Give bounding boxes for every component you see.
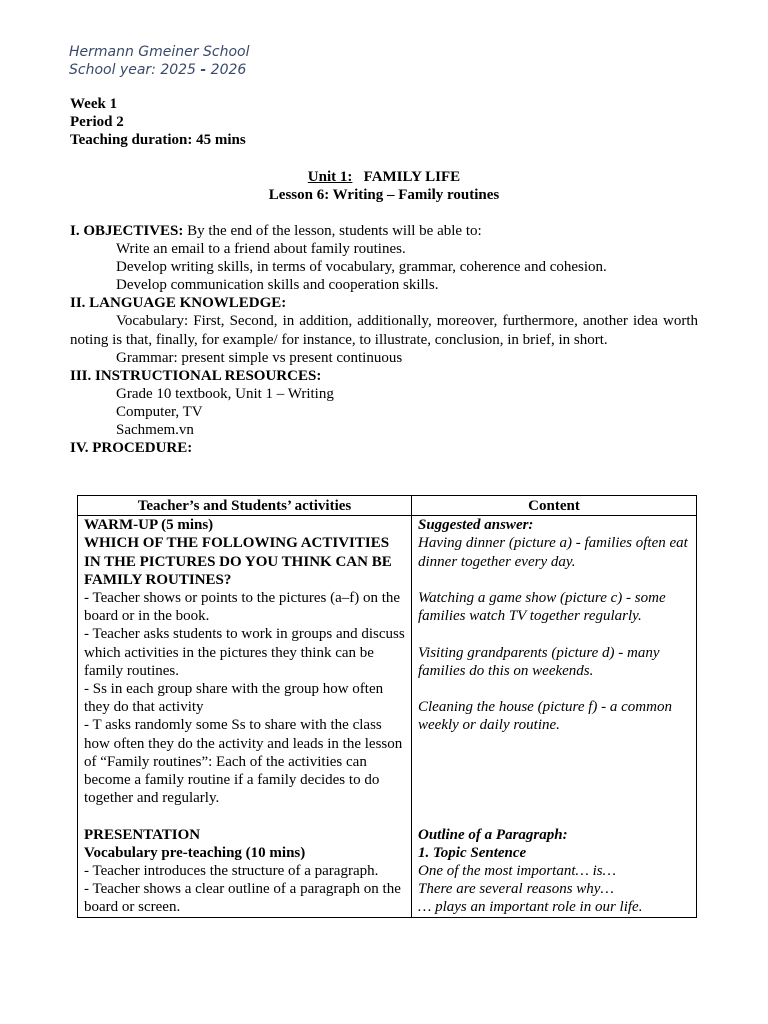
spacer xyxy=(418,807,690,825)
suggested-answer-title: Suggested answer: xyxy=(418,517,534,534)
warmup-step: - T asks randomly some Ss to share with the class how often they do the activity and leads in the lesson of “Family routines”: Each of the activities can become a family routine if a family decides to do together and regularly. xyxy=(84,717,403,807)
objectives-heading: I. OBJECTIVES: xyxy=(70,223,184,239)
objective-item: Develop writing skills, in terms of vocabulary, grammar, coherence and cohesion. xyxy=(116,259,607,276)
spacer xyxy=(418,753,690,771)
warmup-step: - Teacher shows or points to the pictures (a–f) on the board or in the book. xyxy=(84,590,401,625)
lesson-meta xyxy=(70,95,246,149)
language-heading: II. LANGUAGE KNOWLEDGE: xyxy=(70,295,287,312)
presentation-step: - Teacher shows a clear outline of a paragraph on the board or screen. xyxy=(84,881,401,916)
table-header-row xyxy=(78,496,697,516)
presentation-subtitle: Vocabulary pre-teaching (10 mins) xyxy=(84,844,306,861)
school-header xyxy=(69,43,249,79)
grammar-text: Grammar: present simple vs present continuous xyxy=(116,349,403,366)
suggested-answer: Visiting grandparents (picture d) - many families do this on weekends. xyxy=(418,644,660,679)
resource-item: Grade 10 textbook, Unit 1 – Writing xyxy=(116,385,334,402)
topic-sentence-line: One of the most important… is… xyxy=(418,862,616,879)
column-header-activities: Teacher’s and Students’ activities xyxy=(78,496,412,516)
column-header-content: Content xyxy=(412,496,697,516)
topic-sentence-line: … plays an important role in our life. xyxy=(418,899,643,916)
suggested-answer: Cleaning the house (picture f) - a common weekly or daily routine. xyxy=(418,699,672,734)
unit-title xyxy=(70,168,698,186)
spacer xyxy=(84,807,405,825)
resource-item: Sachmem.vn xyxy=(116,422,194,439)
duration-label: Teaching duration: 45 mins xyxy=(70,132,246,148)
spacer xyxy=(418,771,690,789)
lesson-title: Lesson 6: Writing – Family routines xyxy=(268,187,500,203)
lesson-body xyxy=(70,222,698,457)
warmup-step: - Teacher asks students to work in groups and discuss which activities in the pictures they think can be family routines. xyxy=(84,626,405,679)
spacer xyxy=(418,680,690,698)
warmup-step: - Ss in each group share with the group how often they do that activity xyxy=(84,681,384,716)
objectives-heading-line xyxy=(70,222,698,240)
spacer xyxy=(418,625,690,643)
lesson-title-block xyxy=(70,168,698,204)
warmup-title: WARM-UP (5 mins) xyxy=(84,517,214,534)
resource-item: Computer, TV xyxy=(116,403,203,420)
suggested-answer: Watching a game show (picture c) - some families watch TV together regularly. xyxy=(418,590,666,625)
period-label: Period 2 xyxy=(70,114,124,130)
school-name: Hermann Gmeiner School xyxy=(69,44,250,60)
procedure-heading: IV. PROCEDURE: xyxy=(70,440,193,457)
suggested-answer: Having dinner (picture a) - families often eat dinner together every day. xyxy=(418,535,688,570)
vocabulary-text: Vocabulary: First, Second, in addition, additionally, moreover, furthermore, another idea worth noting is that, finally, for example/ for instance, to illustrate, conclusion, in brief, in short. xyxy=(70,313,698,348)
objective-item: Develop communication skills and cooperation skills. xyxy=(116,277,439,294)
week-label: Week 1 xyxy=(70,96,118,112)
outline-title: Outline of a Paragraph: xyxy=(418,826,568,843)
presentation-step: - Teacher introduces the structure of a paragraph. xyxy=(84,863,379,880)
warmup-question: WHICH OF THE FOLLOWING ACTIVITIES IN THE PICTURES DO YOU THINK CAN BE FAMILY ROUTINES? xyxy=(84,535,392,588)
activities-cell xyxy=(78,516,412,917)
resources-heading: III. INSTRUCTIONAL RESOURCES: xyxy=(70,367,322,384)
unit-name: FAMILY LIFE xyxy=(363,169,461,185)
table-row xyxy=(78,516,697,917)
procedure-table xyxy=(77,495,697,918)
spacer xyxy=(418,735,690,753)
objectives-intro: By the end of the lesson, students will be able to: xyxy=(183,223,482,239)
spacer xyxy=(418,571,690,589)
content-cell xyxy=(412,516,697,917)
topic-sentence-heading: 1. Topic Sentence xyxy=(418,844,527,861)
spacer xyxy=(418,789,690,807)
school-year: School year: 2025 - 2026 xyxy=(69,62,247,78)
presentation-title: PRESENTATION xyxy=(84,826,201,843)
objective-item: Write an email to a friend about family routines. xyxy=(116,241,406,258)
unit-label: Unit 1: xyxy=(307,169,353,185)
topic-sentence-line: There are several reasons why… xyxy=(418,881,614,898)
